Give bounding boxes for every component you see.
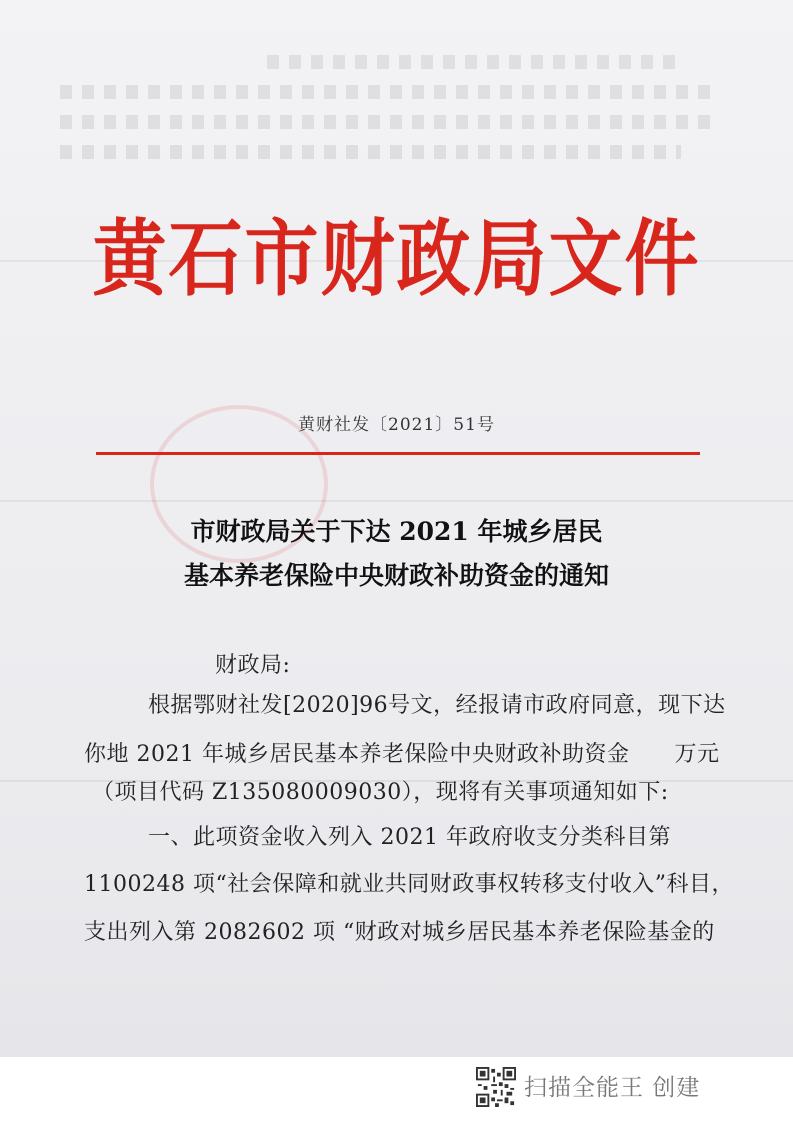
notice-title-line-1: 市财政局关于下达 2021 年城乡居民	[190, 517, 603, 546]
notice-title-line-2: 基本养老保险中央财政补助资金的通知	[183, 561, 609, 590]
body-line: 支出列入第 2082602 项 “财政对城乡居民基本养老保险基金的	[84, 920, 715, 945]
salutation: 财政局:	[215, 653, 291, 678]
scanner-app-label: 扫描全能王 创建	[524, 1075, 701, 1101]
body-line: 一、此项资金收入列入 2021 年政府收支分类科目第	[148, 825, 671, 850]
body-line: 你地 2021 年城乡居民基本养老保险中央财政补助资金 万元	[84, 742, 720, 767]
issuer-header: 黄石市财政局文件	[92, 211, 701, 308]
paper-fold	[0, 500, 793, 502]
body-line: 根据鄂财社发[2020]96号文，经报请市政府同意，现下达	[148, 693, 726, 718]
qr-code-icon	[476, 1067, 516, 1107]
red-divider-line	[96, 452, 700, 455]
notice-title	[0, 510, 793, 598]
body-line: （项目代码 Z135080009030），现将有关事项通知如下:	[92, 780, 669, 805]
document-number: 黄财社发〔2021〕51号	[298, 415, 495, 435]
body-line: 1100248 项“社会保障和就业共同财政事权转移支付收入”科目，	[84, 872, 734, 897]
